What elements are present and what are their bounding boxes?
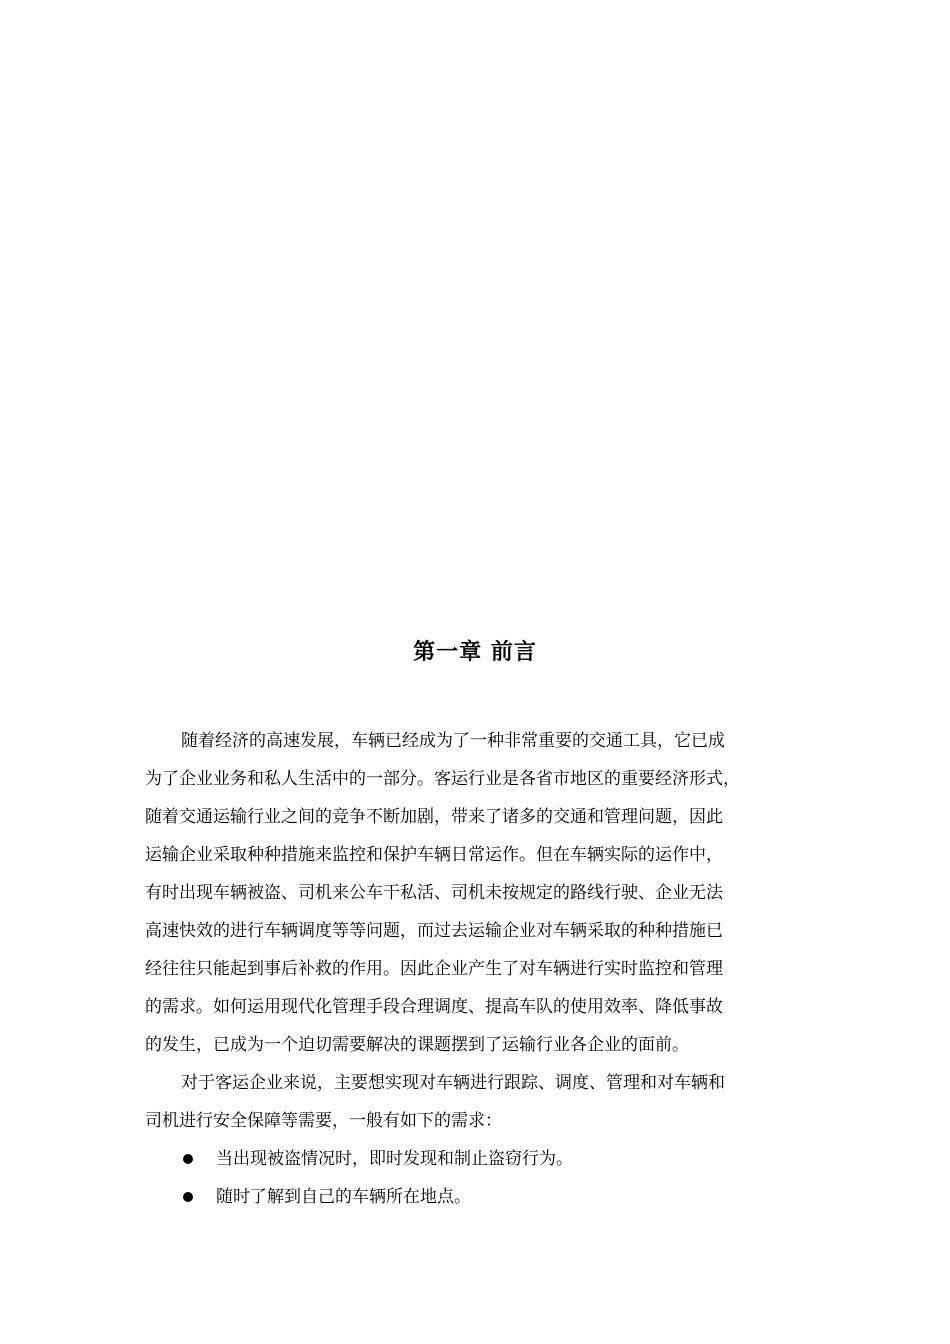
paragraph-intro bbox=[145, 722, 805, 1064]
paragraph-line: 司机进行安全保障等需要，一般有如下的需求： bbox=[145, 1111, 502, 1131]
body-text bbox=[145, 722, 805, 1216]
paragraph-line: 的发生，已成为一个迫切需要解决的课题摆到了运输行业各企业的面前。 bbox=[145, 1035, 689, 1055]
paragraph-line: 高速快效的进行车辆调度等等问题，而过去运输企业对车辆采取的种种措施已 bbox=[145, 921, 723, 941]
paragraph-line: 的需求。如何运用现代化管理手段合理调度、提高车队的使用效率、降低事故 bbox=[145, 997, 723, 1017]
paragraph-line: 经往往只能起到事后补救的作用。因此企业产生了对车辆进行实时监控和管理 bbox=[145, 959, 723, 979]
paragraph-line: 有时出现车辆被盗、司机来公车干私活、司机未按规定的路线行驶、企业无法 bbox=[145, 883, 723, 903]
bullet-icon bbox=[183, 1154, 193, 1164]
paragraph-line: 运输企业采取种种措施来监控和保护车辆日常运作。但在车辆实际的运作中， bbox=[145, 845, 723, 865]
paragraph-line: 对于客运企业来说，主要想实现对车辆进行跟踪、调度、管理和对车辆和 bbox=[181, 1073, 725, 1093]
list-item-text: 当出现被盗情况时，即时发现和制止盗窃行为。 bbox=[216, 1149, 573, 1169]
requirements-list bbox=[145, 1140, 805, 1216]
bullet-icon bbox=[183, 1192, 193, 1202]
paragraph-line: 为了企业业务和私人生活中的一部分。客运行业是各省市地区的重要经济形式， bbox=[145, 769, 740, 789]
list-item-text: 随时了解到自己的车辆所在地点。 bbox=[216, 1187, 471, 1207]
chapter-title: 第一章 前言 bbox=[413, 639, 537, 665]
paragraph-requirements bbox=[145, 1064, 805, 1140]
paragraph-line: 随着经济的高速发展，车辆已经成为了一种非常重要的交通工具，它已成 bbox=[181, 731, 725, 751]
list-item bbox=[145, 1178, 805, 1216]
paragraph-line: 随着交通运输行业之间的竞争不断加剧，带来了诸多的交通和管理问题，因此 bbox=[145, 807, 723, 827]
list-item bbox=[145, 1140, 805, 1178]
